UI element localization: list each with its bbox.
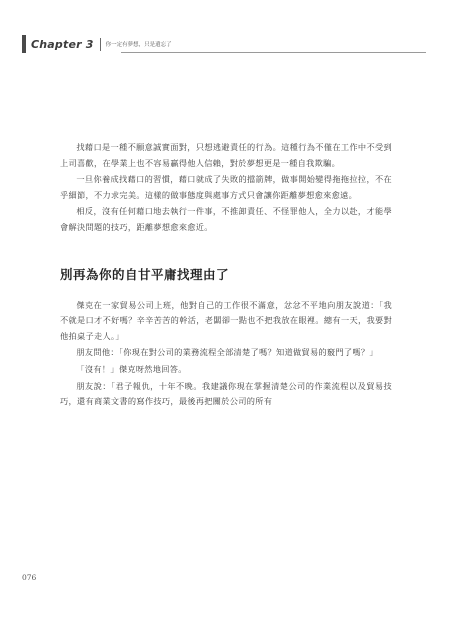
running-header (22, 35, 172, 53)
paragraph: 朋友說：「君子報仇，十年不晚。我建議你現在掌握清楚公司的作業流程以及貿易技巧，還有商業文書的寫作技巧，最後再把關於公司的所有 (60, 380, 392, 407)
page-body (60, 140, 392, 411)
chapter-label: Chapter 3 (31, 37, 94, 51)
paragraph: 「沒有！」傑克呀然地回答。 (76, 363, 187, 374)
paragraph: 相反，沒有任何藉口地去執行一件事，不推卸責任、不怪罪他人，全力以赴，才能學會解決問題的技巧，距離夢想愈來愈近。 (60, 206, 392, 232)
header-bar-mark (22, 35, 26, 53)
section-heading: 別再為你的自甘平庸找理由了 (60, 266, 230, 282)
paragraph: 傑克在一家貿易公司上班，他對自己的工作很不滿意，忿忿不平地向朋友說道：「我不就是口才不好嗎？辛辛苦苦的幹活，老闆卻一點也不把我放在眼裡。總有一天，我要對他拍桌子走人。」 (60, 299, 392, 341)
chapter-title: 你一定有夢想，只是遺忘了 (105, 42, 172, 48)
paragraph: 找藉口是一種不願意誠實面對，只想逃避責任的行為。這種行為不僅在工作中不受到上司喜歡，在學業上也不容易贏得他人信賴，對於夢想更是一種自我欺騙。 (60, 142, 392, 168)
header-rule (121, 52, 426, 53)
paragraph: 一旦你養成找藉口的習慣，藉口就成了失敗的擋箭牌，做事開始變得拖拖拉拉，不在乎細節，不力求完美。這樣的做事態度與處事方式只會讓你距離夢想愈來愈遠。 (60, 174, 392, 200)
paragraph: 朋友問他：「你現在對公司的業務流程全部清楚了嗎？知道做貿易的竅門了嗎？」 (76, 347, 378, 358)
page-number: 076 (22, 573, 37, 582)
header-divider (100, 38, 101, 51)
